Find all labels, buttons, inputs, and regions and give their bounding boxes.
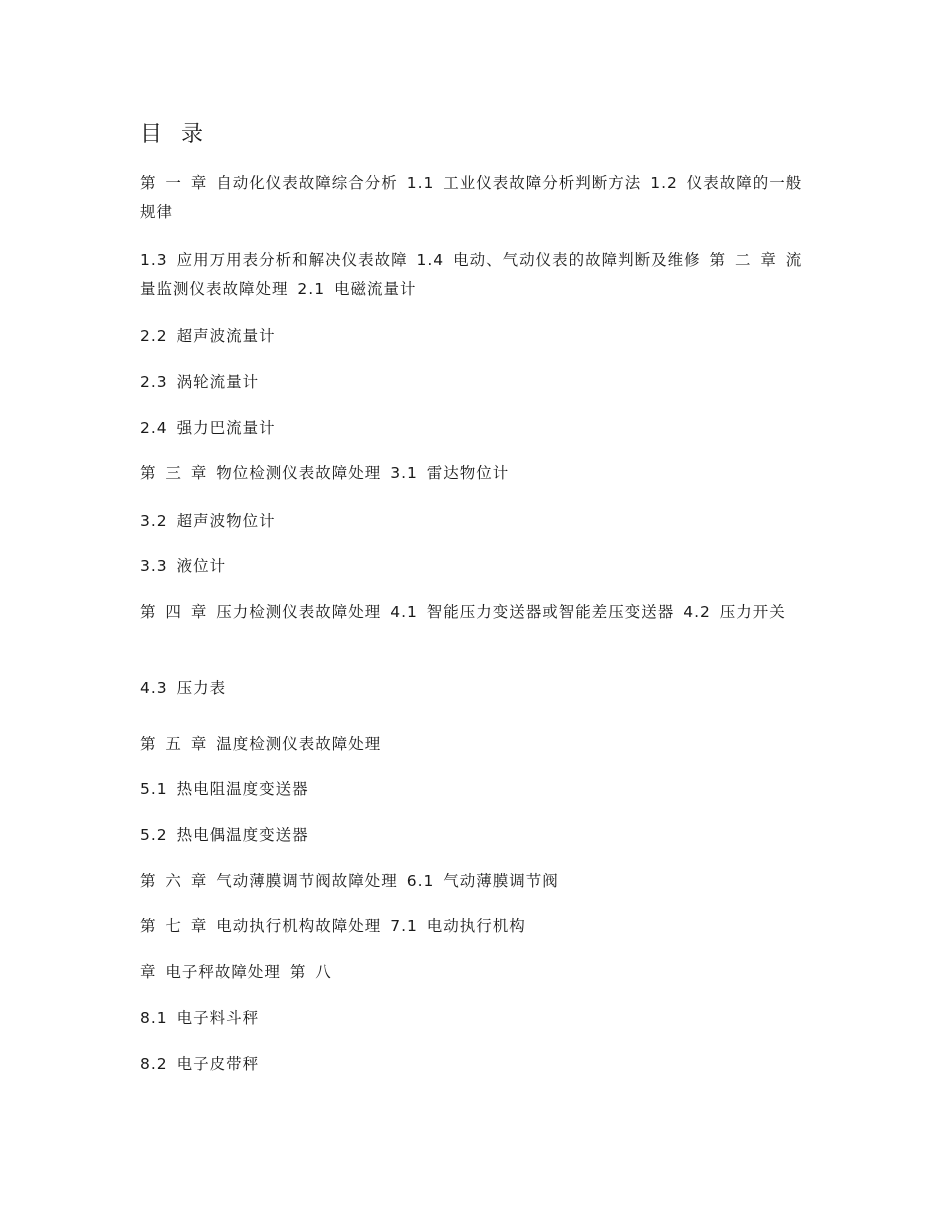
toc-entry: 第 一 章 自动化仪表故障综合分析 1.1 工业仪表故障分析判断方法 1.2 仪表故障的一般规律: [140, 174, 803, 221]
toc-entry: 3.3 液位计: [140, 557, 227, 575]
toc-title: 目 录: [140, 122, 209, 147]
toc-entry: 第 三 章 物位检测仪表故障处理 3.1 雷达物位计: [140, 464, 510, 482]
toc-entry: 3.2 超声波物位计: [140, 512, 276, 530]
toc-entry: 8.2 电子皮带秤: [140, 1055, 260, 1073]
toc-entry: 5.2 热电偶温度变送器: [140, 826, 309, 844]
toc-entry: 5.1 热电阻温度变送器: [140, 780, 309, 798]
toc-entry: 章 电子秤故障处理 第 八: [140, 963, 332, 981]
toc-entry: 第 四 章 压力检测仪表故障处理 4.1 智能压力变送器或智能差压变送器 4.2 压力开关: [140, 603, 786, 621]
toc-entry: 第 五 章 温度检测仪表故障处理: [140, 735, 382, 753]
toc-entry: 第 六 章 气动薄膜调节阀故障处理 6.1 气动薄膜调节阀: [140, 872, 559, 890]
toc-entry: 2.2 超声波流量计: [140, 327, 276, 345]
toc-entry: 8.1 电子料斗秤: [140, 1009, 260, 1027]
toc-entry: 2.3 涡轮流量计: [140, 373, 260, 391]
toc-entry: 2.4 强力巴流量计: [140, 419, 276, 437]
toc-entry: 第 七 章 电动执行机构故障处理 7.1 电动执行机构: [140, 917, 526, 935]
toc-entry: 4.3 压力表: [140, 679, 227, 697]
toc-entry: 1.3 应用万用表分析和解决仪表故障 1.4 电动、气动仪表的故障判断及维修 第 二 章 流量监测仪表故障处理 2.1 电磁流量计: [140, 251, 803, 298]
